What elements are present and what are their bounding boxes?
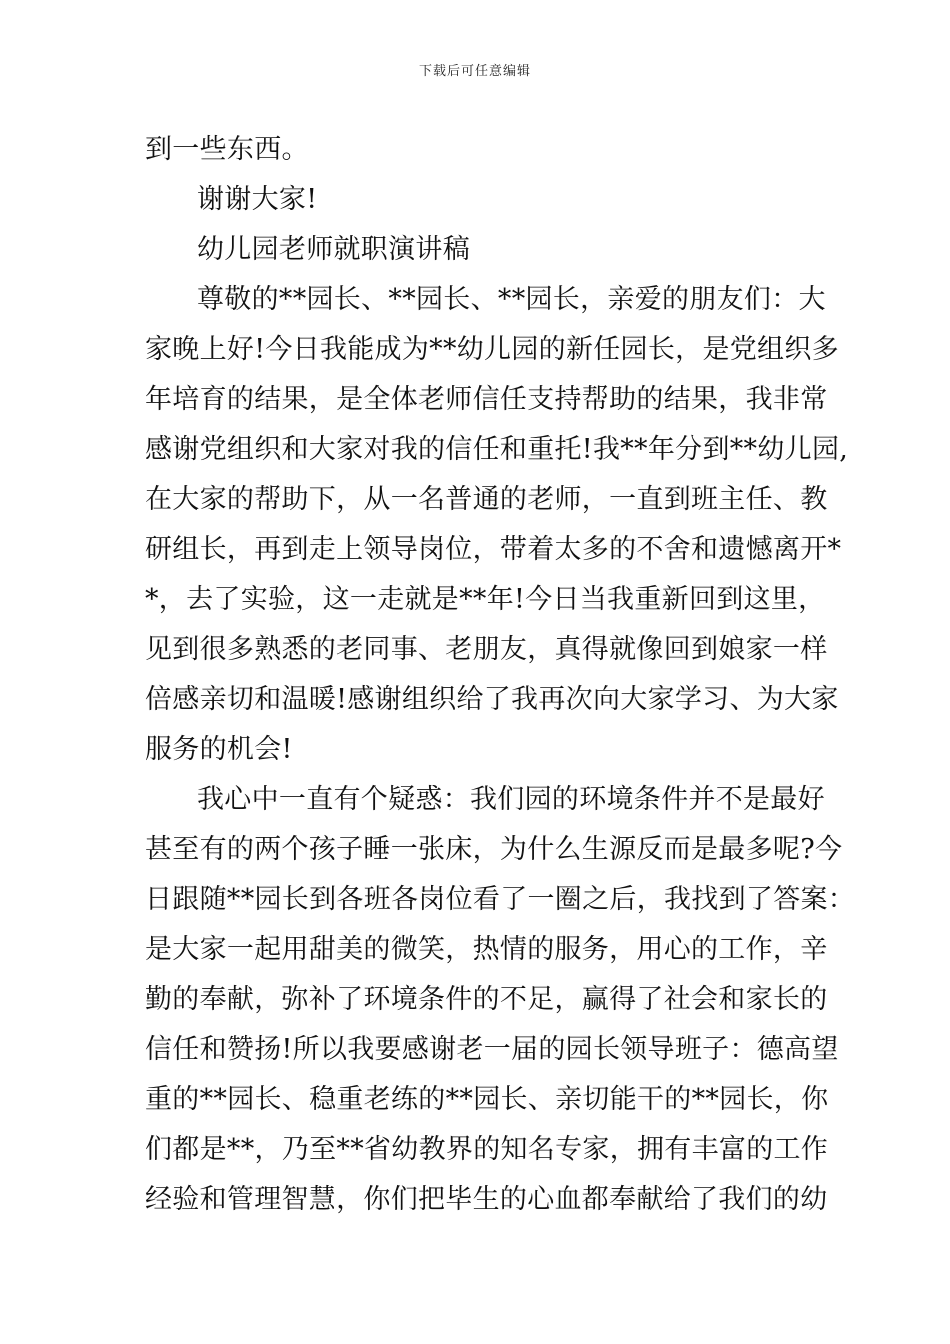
text-line: 经验和管理智慧，你们把毕生的心血都奉献给了我们的幼 <box>145 1184 828 1215</box>
text-line: 到一些东西。 <box>145 134 309 165</box>
text-line: 感谢党组织和大家对我的信任和重托!我**年分到**幼儿园, <box>145 434 849 465</box>
text-line: *，去了实验，这一走就是**年!今日当我重新回到这里， <box>145 584 826 615</box>
text-line: 谢谢大家! <box>197 184 318 215</box>
text-line: 日跟随**园长到各班各岗位看了一圈之后，我找到了答案： <box>145 884 856 915</box>
text-line: 信任和赞扬!所以我要感谢老一届的园长领导班子：德高望 <box>145 1034 839 1065</box>
text-line: 见到很多熟悉的老同事、老朋友，真得就像回到娘家一样 <box>145 634 828 665</box>
text-line: 服务的机会! <box>145 734 293 765</box>
text-line: 是大家一起用甜美的微笑，热情的服务，用心的工作，辛 <box>145 934 828 965</box>
text-line: 研组长，再到走上领导岗位，带着太多的不舍和遗憾离开* <box>145 534 842 565</box>
text-line: 我心中一直有个疑惑：我们园的环境条件并不是最好 <box>197 784 825 815</box>
text-line: 勤的奉献，弥补了环境条件的不足，赢得了社会和家长的 <box>145 984 828 1015</box>
page-header-note: 下载后可任意编辑 <box>418 64 531 79</box>
text-line: 倍感亲切和温暖!感谢组织给了我再次向大家学习、为大家 <box>145 684 839 715</box>
text-line: 年培育的结果，是全体老师信任支持帮助的结果，我非常 <box>145 384 828 415</box>
text-line: 们都是**，乃至**省幼教界的知名专家，拥有丰富的工作 <box>145 1134 829 1165</box>
text-line: 尊敬的**园长、**园长、**园长，亲爱的朋友们：大 <box>197 284 826 315</box>
text-line: 家晚上好!今日我能成为**幼儿园的新任园长，是党组织多 <box>145 334 839 365</box>
text-line: 在大家的帮助下，从一名普通的老师，一直到班主任、教 <box>145 484 828 515</box>
document-subtitle: 幼儿园老师就职演讲稿 <box>197 234 470 265</box>
text-line: 重的**园长、稳重老练的**园长、亲切能干的**园长，你 <box>145 1084 829 1115</box>
text-line: 甚至有的两个孩子睡一张床，为什么生源反而是最多呢?今 <box>145 834 843 865</box>
